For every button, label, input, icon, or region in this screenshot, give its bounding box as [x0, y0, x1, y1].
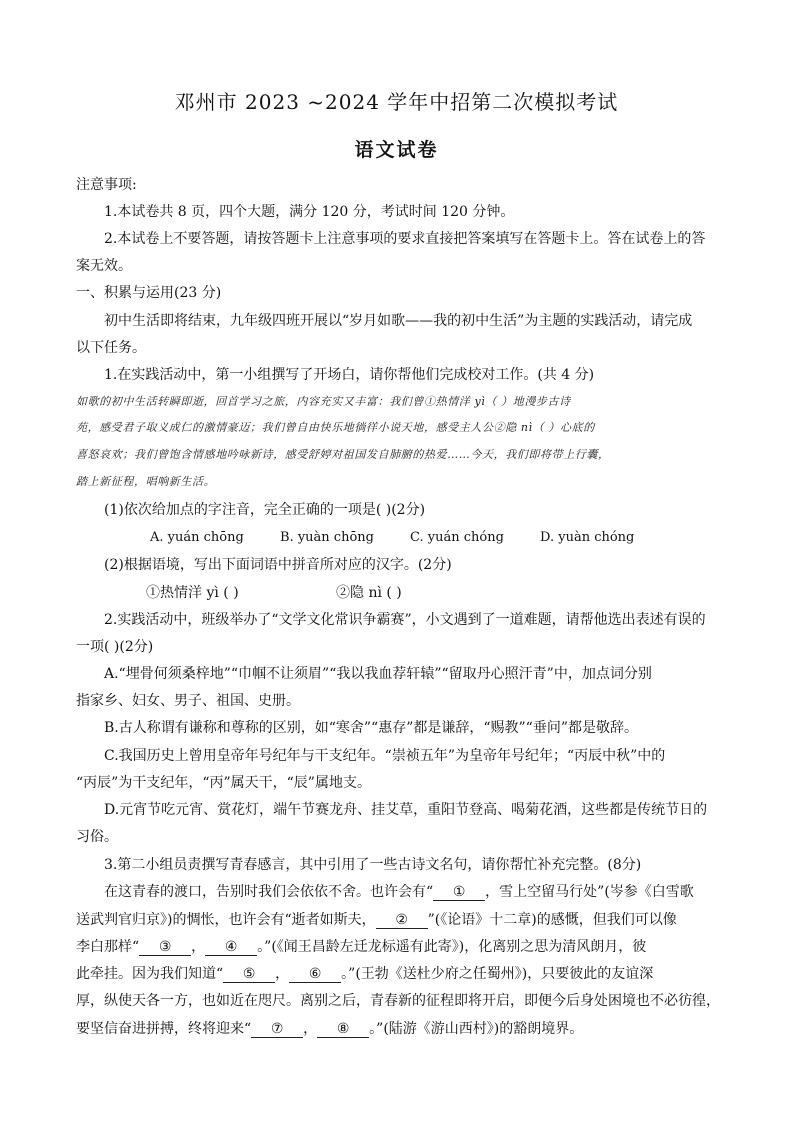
- option-c[interactable]: C. yuán chóng: [410, 530, 504, 545]
- q1-passage-line: 如歌的初中生活转瞬即逝，回首学习之旅，内容充实又丰富：我们曾①热情洋 yì（ ）地漫步古诗: [76, 395, 571, 408]
- q3-text: ，雪上空留马行处”(岑参《白雪歌: [485, 884, 694, 900]
- q2-option-a: A.“埋骨何须桑梓地”“巾帼不让须眉”“我以我血荐轩辕”“留取丹心照汗青”中，加点词分别: [104, 666, 652, 682]
- fill-blank-1[interactable]: ①: [433, 884, 485, 901]
- fill-blank-2[interactable]: ②: [376, 912, 428, 929]
- fill-blank-5[interactable]: ⑤: [223, 966, 275, 983]
- q3-text: 。”(王勃《送杜少府之任蜀州》)，只要彼此的友谊深: [341, 966, 654, 982]
- q1-fill-row: [118, 583, 763, 603]
- q2-option-d-cont: 习俗。: [76, 829, 118, 845]
- section-1-intro: 初中生活即将结束，九年级四班开展以“岁月如歌——我的初中生活”为主题的实践活动，请完成: [104, 313, 693, 329]
- section-1-heading: 一、积累与运用(23 分): [76, 285, 222, 301]
- q3-text: 李白那样“: [76, 939, 140, 955]
- q2-option-c: C.我国历史上曾用皇帝年号纪年与干支纪年。“崇祯五年”为皇帝年号纪年；“丙辰中秋”中的: [104, 748, 666, 764]
- option-a[interactable]: A. yuán chōng: [150, 530, 244, 545]
- q2-option-d: D.元宵节吃元宵、赏花灯，端午节赛龙舟、挂艾草，重阳节登高、喝菊花酒，这些都是传统节日的: [104, 802, 708, 818]
- q2-option-a-cont: 指家乡、妇女、男子、祖国、史册。: [76, 693, 300, 709]
- q1-passage-line: 喜怒哀欢；我们曾饱含情感地吟咏新诗，感受舒婷对祖国发自肺腑的热爱……今天，我们即将带上行囊，: [76, 448, 610, 461]
- fill-blank-6[interactable]: ⑥: [289, 966, 341, 983]
- q3-text: 。”(陆游《游山西村》)的豁朗境界。: [369, 1021, 584, 1037]
- fill-blank-3[interactable]: ③: [139, 939, 191, 956]
- q3-passage-line: [76, 937, 721, 957]
- q1-sub1: (1)依次给加点的字注音，完全正确的一项是( )(2分): [104, 502, 426, 518]
- q3-text: ，: [275, 966, 290, 982]
- fill-blank-b[interactable]: ②隐 nì ( ): [336, 585, 402, 601]
- q2-stem-cont: 一项( )(2分): [76, 639, 154, 655]
- exam-subtitle: 语文试卷: [354, 139, 439, 161]
- q2-option-b: B.古人称谓有谦称和尊称的区别，如“寒舍”“惠存”都是谦辞，“赐教”“垂问”都是敬辞。: [104, 720, 638, 736]
- q3-text: 。”(《闻王昌龄左迁龙标遥有此寄》)，化离别之思为清风朗月，彼: [257, 939, 647, 955]
- fill-blank-a[interactable]: ①热情洋 yì ( ): [146, 585, 239, 601]
- q1-sub2: (2)根据语境，写出下面词语中拼音所对应的汉字。(2分): [104, 557, 452, 573]
- notice-item-2: 2.本试卷上不要答题，请按答题卡上注意事项的要求直接把答案填写在答题卡上。答在试卷上的答: [104, 231, 706, 247]
- fill-blank-8[interactable]: ⑧: [317, 1021, 369, 1038]
- exam-title: 邓州市 2023 ~2024 学年中招第二次模拟考试: [174, 90, 619, 114]
- q2-option-c-cont: “丙辰”为干支纪年，“丙”属天干，“辰”属地支。: [76, 775, 371, 791]
- q3-text: 在这青春的渡口，告别时我们会依依不舍。也许会有“: [104, 884, 434, 900]
- q3-text: 要坚信奋进拼搏，终将迎来“: [76, 1021, 252, 1037]
- q1-passage-line: 苑，感受君子取义成仁的激情豪迈；我们曾自由快乐地徜徉小说天地，感受主人公②隐 nì（ ）心底的: [76, 421, 595, 434]
- q3-text: 此牵挂。因为我们知道“: [76, 966, 224, 982]
- fill-blank-4[interactable]: ④: [205, 939, 257, 956]
- q3-passage-line: 厚，纵使天各一方，也如近在咫尺。离别之后，青春新的征程即将开启，即便今后身处困境也不必彷徨，: [76, 993, 720, 1009]
- option-d[interactable]: D. yuàn chóng: [540, 530, 635, 545]
- q2-stem: 2.实践活动中，班级举办了“文学文化常识争霸赛”，小文遇到了一道难题，请帮他选出表述有误的: [104, 612, 706, 628]
- q1-options: [150, 528, 793, 548]
- notice-item-1: 1.本试卷共 8 页，四个大题，满分 120 分，考试时间 120 分钟。: [104, 204, 515, 220]
- q3-passage-line: [76, 964, 721, 984]
- q1-stem: 1.在实践活动中，第一小组撰写了开场白，请你帮他们完成校对工作。(共 4 分): [104, 367, 595, 383]
- q3-text: ，: [303, 1021, 318, 1037]
- q3-text: ”(《论语》十二章)的感慨，但我们可以像: [427, 912, 677, 928]
- q3-passage-line: [76, 1019, 721, 1039]
- fill-blank-7[interactable]: ⑦: [251, 1021, 303, 1038]
- q3-stem: 3.第二小组员责撰写青春感言，其中引用了一些古诗文名句，请你帮忙补充完整。(8分): [104, 857, 642, 873]
- q3-passage-line: [76, 910, 721, 930]
- option-b[interactable]: B. yuàn chōng: [280, 530, 374, 545]
- notice-heading: 注意事项:: [76, 177, 137, 193]
- q1-passage-line: 踏上新征程，唱响新生活。: [76, 475, 216, 488]
- q3-text: 送武判官归京》)的惆怅，也许会有“逝者如斯夫，: [76, 912, 376, 928]
- q3-passage-line: [104, 882, 721, 902]
- section-1-intro-cont: 以下任务。: [76, 340, 146, 356]
- q3-text: ，: [191, 939, 206, 955]
- notice-item-2-cont: 案无效。: [76, 258, 132, 274]
